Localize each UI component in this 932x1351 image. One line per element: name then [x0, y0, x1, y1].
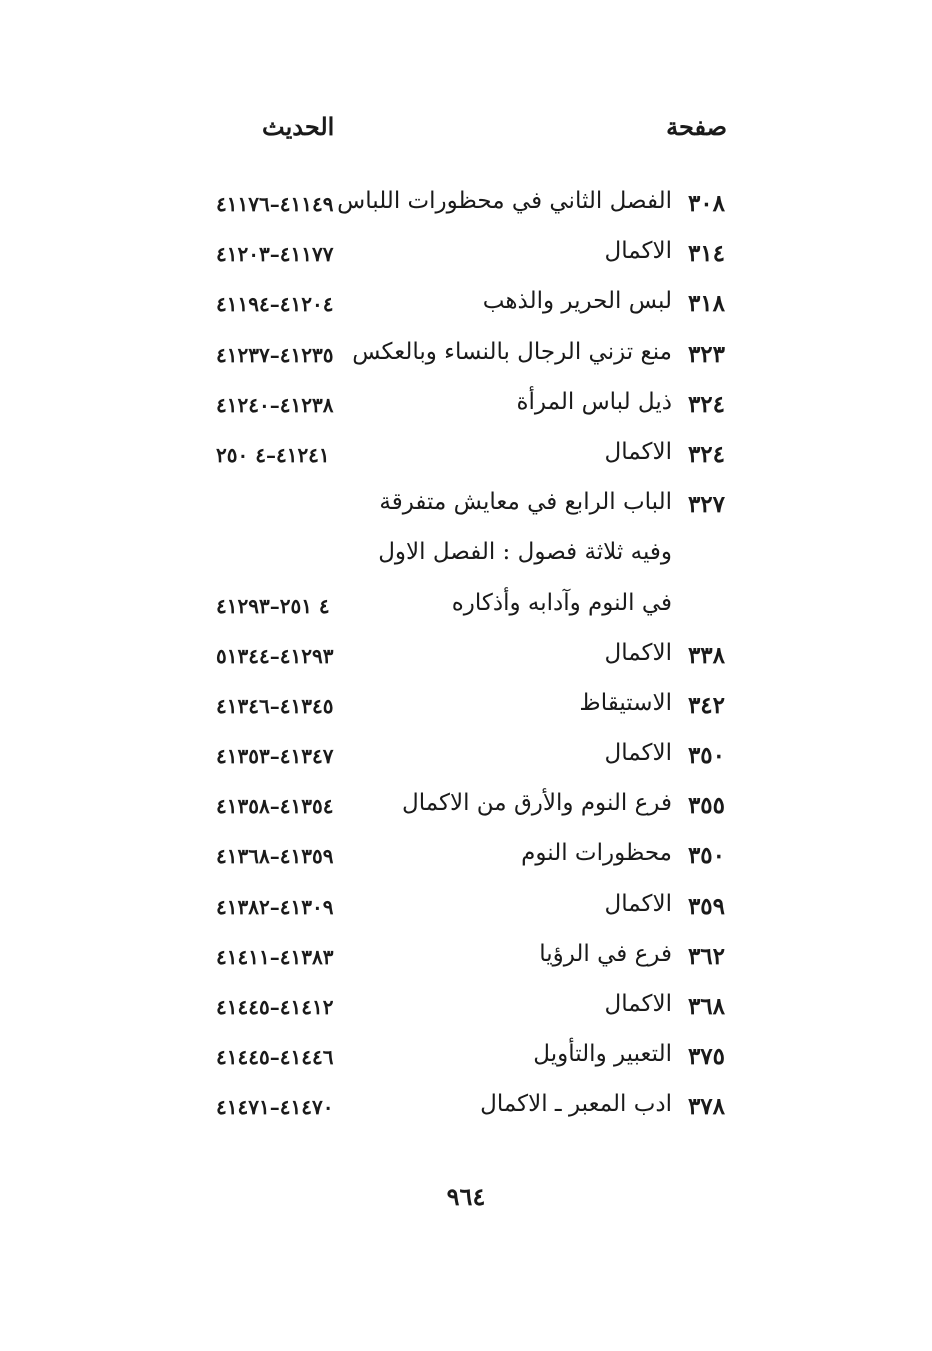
row-hadith-range: ٤١٤١٢–٤١٤٤٥: [216, 995, 334, 1019]
row-page-number: ٣٧٥: [687, 1043, 725, 1071]
row-title: الاكمال: [604, 639, 672, 666]
index-row: [0, 186, 932, 236]
row-hadith-range: ٤١٢٤١–٤ ٢٥٠: [216, 442, 330, 467]
hadith-column-header: الحديث: [262, 112, 335, 141]
row-title: الاكمال: [604, 740, 672, 767]
index-table: [0, 186, 932, 1140]
row-hadith-range: ٤١٣٤٥–٤١٣٤٦: [216, 693, 334, 718]
index-row: [0, 838, 932, 888]
row-page-number: ٣٧٨: [687, 1093, 725, 1121]
index-row: [0, 537, 932, 587]
page-footer-number: ٩٦٤: [446, 1182, 486, 1211]
row-hadith-range: ٤١٢٣٥–٤١٢٣٧: [216, 342, 334, 367]
row-title: الاستيقاظ: [579, 689, 672, 716]
row-page-number: ٣٥٠: [687, 842, 725, 870]
page-column-header: صفحة: [666, 112, 727, 141]
row-hadith-range: ٤١٢٩٣–٥١٣٤٤: [216, 643, 334, 668]
index-row: [0, 688, 932, 738]
row-title: محظورات النوم: [521, 840, 672, 867]
index-row: [0, 738, 932, 788]
row-page-number: ٣٥٠: [687, 742, 725, 770]
row-hadith-range: ٤١٣٥٤–٤١٣٥٨: [216, 794, 334, 819]
row-page-number: ٣٠٨: [687, 190, 725, 217]
row-title: الاكمال: [604, 238, 672, 265]
row-page-number: ٣٢٧: [687, 491, 725, 519]
row-hadith-range: ٤١٤٧٠–٤١٤٧١: [216, 1095, 334, 1120]
index-row: [0, 1089, 932, 1139]
row-hadith-range: ٤١٣٤٧–٤١٣٥٣: [216, 744, 334, 769]
row-hadith-range: ٤١٢٠٤–٤١١٩٤: [216, 292, 334, 317]
row-hadith-range: ٤١١٤٩–٤١١٧٦: [216, 192, 334, 216]
row-hadith-range: ٤١٢٣٨–٤١٢٤٠: [216, 392, 334, 417]
row-hadith-range: ٤١٣٠٩–٤١٣٨٢: [216, 894, 334, 919]
row-title: ادب المعبر ـ الاكمال: [480, 1091, 672, 1118]
row-page-number: ٣٢٣: [687, 340, 725, 368]
row-page-number: ٣٦٢: [687, 942, 725, 970]
row-page-number: ٣٣٨: [687, 641, 725, 669]
row-title: وفيه ثلاثة فصول : الفصل الاول: [378, 539, 672, 566]
row-title: منع تزني الرجال بالنساء وبالعكس: [352, 338, 672, 365]
index-row: [0, 989, 932, 1039]
row-title: الاكمال: [604, 438, 672, 465]
index-row: [0, 487, 932, 537]
index-row: [0, 588, 932, 638]
row-title: الباب الرابع في معايش متفرقة: [379, 489, 672, 516]
row-title: التعبير والتأويل: [533, 1041, 672, 1068]
row-page-number: ٣١٨: [687, 290, 725, 318]
index-row: [0, 638, 932, 688]
row-page-number: ٣٥٩: [687, 892, 725, 920]
row-page-number: ٣٢٤: [687, 440, 725, 468]
index-row: [0, 387, 932, 437]
index-row: [0, 788, 932, 838]
index-row: [0, 236, 932, 286]
row-hadith-range: ٤١١٧٧–٤١٢٠٣: [216, 242, 334, 267]
index-row: [0, 437, 932, 487]
row-title: لبس الحرير والذهب: [482, 288, 672, 315]
row-hadith-range: ٤١٣٥٩–٤١٣٦٨: [216, 844, 334, 869]
row-title: فرع في الرؤيا: [539, 940, 672, 967]
row-title: فرع النوم والأرق من الاكمال: [402, 790, 672, 817]
index-row: [0, 1039, 932, 1089]
row-title: في النوم وآدابه وأذكاره: [451, 589, 672, 616]
row-title: ذيل لباس المرأة: [516, 388, 672, 415]
row-title: الاكمال: [604, 991, 672, 1017]
index-row: [0, 337, 932, 387]
row-title: الفصل الثاني في محظورات اللباس: [337, 188, 672, 214]
row-page-number: ٣٤٢: [687, 691, 725, 719]
row-page-number: ٣٢٤: [687, 390, 725, 418]
row-title: الاكمال: [604, 890, 672, 917]
row-page-number: ٣١٤: [687, 240, 725, 268]
row-page-number: ٣٦٨: [687, 993, 725, 1020]
row-page-number: ٣٥٥: [687, 792, 725, 820]
index-row: [0, 286, 932, 336]
index-row: [0, 939, 932, 989]
row-hadith-range: ٤ ٢٥١–٤١٢٩٣: [216, 593, 330, 618]
index-row: [0, 889, 932, 939]
row-hadith-range: ٤١٣٨٣–٤١٤١١: [216, 944, 334, 969]
row-hadith-range: ٤١٤٤٦–٤١٤٤٥: [216, 1045, 334, 1070]
